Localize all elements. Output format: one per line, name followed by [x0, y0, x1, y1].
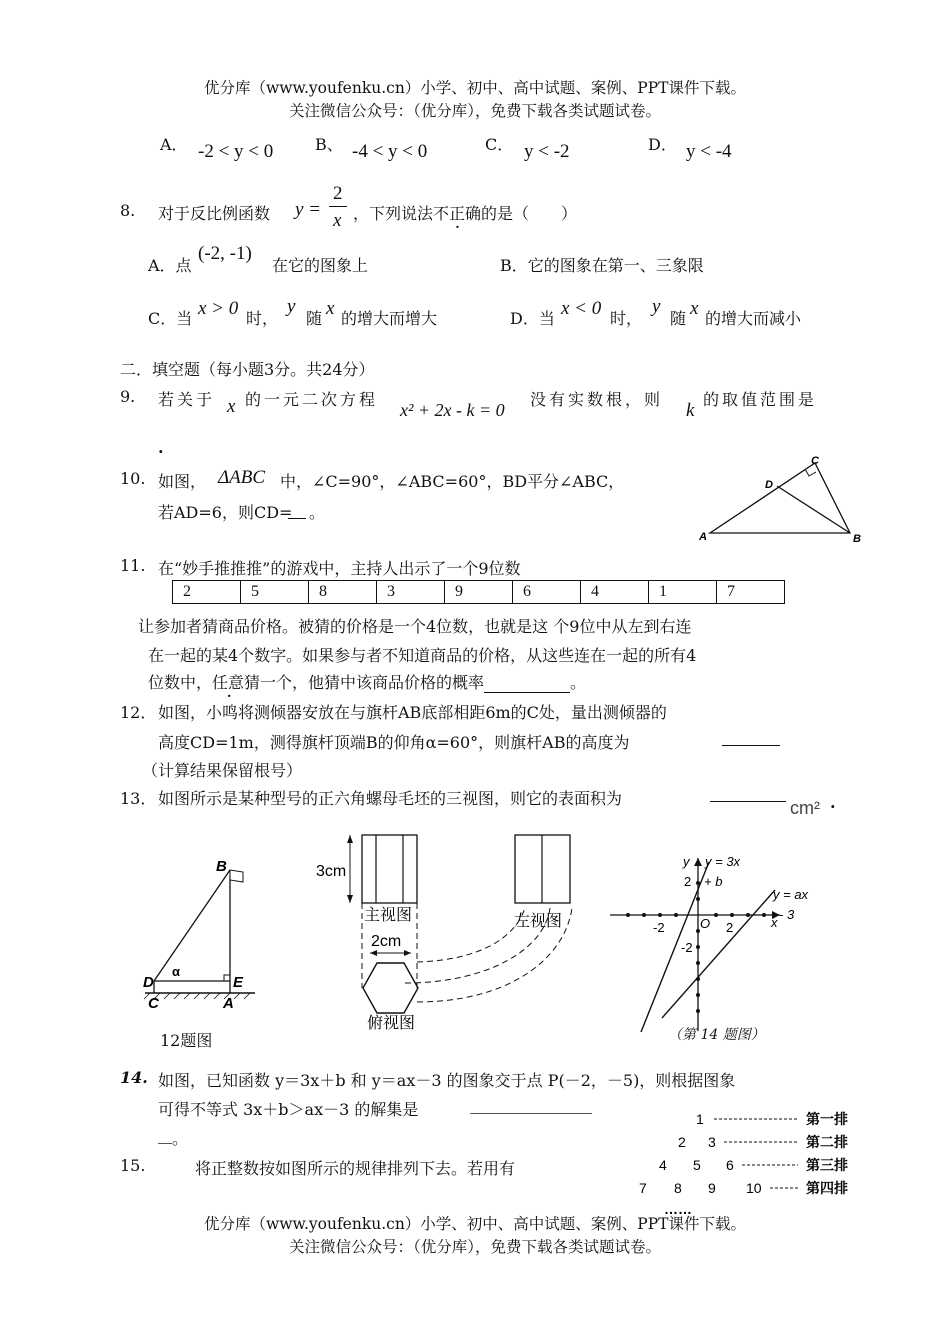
footer-line-2: 关注微信公众号：（优分库），免费下载各类试题试卷。 [288, 1238, 661, 1256]
q15-number-cell: 9 [708, 1180, 716, 1196]
q13-three-view-figure [310, 828, 600, 1038]
q9-equation: x² + 2x - k = 0 [400, 400, 505, 420]
q11-digit-row [173, 581, 785, 604]
q7-option-d-value: y < -4 [686, 141, 732, 162]
q10-label-b: B [853, 533, 861, 545]
q14-line1-label-b: + b [704, 874, 723, 889]
q15-number-cell: 5 [693, 1157, 701, 1173]
q15-number-cell: 4 [659, 1157, 667, 1173]
q10-label-c: C [811, 455, 819, 467]
q15-number-cell: 2 [678, 1134, 686, 1150]
q8-text-after-a: ，下列说法 [353, 204, 434, 223]
q10-label-d: D [765, 479, 773, 491]
q13-unit: cm² [790, 798, 820, 818]
q8-a-point: (-2, -1) [198, 243, 252, 264]
q9-text2: 的一元二次方程 [245, 390, 379, 409]
q8-c-prefix: C．当 [148, 309, 193, 328]
q9-text1: 若关于 [158, 390, 216, 409]
q7-option-c-value: y < -2 [524, 141, 570, 162]
q15-row-label: 第三排 [806, 1157, 848, 1173]
q13-height-label: 3cm [316, 863, 347, 880]
q12-line2: 高度CD=1m，测得旗杆顶端B的仰角α=60°，则旗杆AB的高度为 [158, 733, 630, 752]
q12-label-d: D [143, 974, 154, 991]
q8-d-y: y [652, 296, 661, 317]
q15-row-4 [639, 1180, 848, 1196]
q13-answer-blank [710, 783, 786, 802]
q7-option-a-value: -2 < y < 0 [198, 141, 274, 162]
q14-tick-xneg2: -2 [653, 920, 665, 935]
q13-unit-end: . [830, 793, 836, 812]
q11-text1: 在“妙手推推推”的游戏中，主持人出示了一个9位数 [158, 559, 521, 578]
digit-cell: 9 [445, 581, 513, 604]
q13-front-view-label: 主视图 [364, 907, 413, 924]
q8-d-x: x [690, 298, 699, 319]
q9-number: 9. [120, 387, 136, 406]
q12-flag [230, 870, 243, 882]
q13-number: 13． [120, 789, 157, 808]
header-line-1: 优分库（www.youfenku.cn）小学、初中、高中试题、案例、PPT课件下载。 [203, 79, 747, 97]
q9-var-k: k [686, 400, 695, 421]
q12-ground-hatch [144, 993, 250, 999]
digit-cell: 2 [173, 581, 241, 604]
q11-number: 11. [120, 556, 146, 575]
q8-c-suffix: 的增大而增大 [341, 309, 438, 328]
q9-var-x: x [227, 396, 236, 417]
q12-line3: （计算结果保留根号） [142, 761, 303, 780]
q15-number-cell: 6 [726, 1157, 734, 1173]
q11-line4-a: 位数中， [148, 673, 213, 692]
q12-label-b: B [216, 858, 227, 875]
q14-x-axis-label: x [771, 915, 778, 930]
q15-number: 15. [120, 1156, 146, 1175]
q11-answer-blank [484, 674, 570, 693]
q13-line1: 如图所示是某种型号的正六角螺母毛坯的三视图，则它的表面积为 [158, 789, 623, 808]
q14-line-ax-minus-3 [662, 890, 775, 1018]
q15-row-2 [678, 1134, 848, 1150]
q12-number: 12． [120, 703, 157, 722]
q12-sightline-db [154, 870, 230, 981]
q14-y-axis-label: y [683, 854, 690, 869]
q15-number-cell: 3 [708, 1134, 716, 1150]
q10-triangle-abc [710, 463, 850, 533]
q15-number-triangle [632, 1108, 862, 1218]
q14-line2-label-b: - 3 [779, 907, 795, 922]
q12-flagpole-figure [140, 850, 270, 1050]
footer-line-1: 优分库（www.youfenku.cn）小学、初中、高中试题、案例、PPT课件下载。 [203, 1215, 747, 1233]
q11-digit-table [172, 580, 785, 604]
q7-option-d-label: D． [648, 135, 677, 154]
q15-row-label: 第一排 [806, 1111, 848, 1127]
q9-text3: 没有实数根，则 [530, 390, 664, 409]
q8-a-suffix: 在它的图象上 [272, 256, 369, 275]
q12-line1: 如图，小鸣将测倾器安放在与旗杆AB底部相距6m的C处，量出测倾器的 [158, 703, 667, 722]
q14-origin-label: O [700, 916, 711, 931]
digit-cell: 4 [581, 581, 649, 604]
q8-text-after-b: 的是（ ） [481, 204, 578, 223]
q12-label-a: A [223, 995, 234, 1012]
digit-cell: 8 [309, 581, 377, 604]
q13-top-view-hexagon [363, 963, 418, 1013]
q8-c-x: x [326, 298, 335, 319]
q8-func-y: y = [295, 199, 322, 220]
q15-row-3 [659, 1157, 848, 1173]
q8-c-mid2: 随 [306, 309, 323, 328]
q8-d-mid2: 随 [670, 309, 687, 328]
digit-cell: 6 [513, 581, 581, 604]
q10-triangle-figure [695, 448, 870, 548]
q15-number-cell: 10 [746, 1180, 762, 1196]
q14-answer-blank [470, 1113, 592, 1114]
q11-line4-emph: 任意 [212, 673, 245, 692]
q8-text-emph: 不正确 [433, 204, 482, 223]
q10-answer-blank [288, 500, 306, 519]
q13-top-view-label: 俯视图 [367, 1015, 416, 1032]
q15-row-label: 第四排 [806, 1180, 848, 1196]
q12-answer-blank [722, 727, 780, 746]
q15-number-cell: 1 [696, 1111, 704, 1127]
q8-number: 8. [120, 201, 136, 220]
q12-label-alpha: α [172, 964, 180, 979]
q11-line2: 让参加者猜商品价格。被猜的价格是一个4位数，也就是这 个9位中从左到右连 [138, 617, 692, 636]
section-2-title: 二．填空题（每小题3分。共24分） [120, 360, 375, 379]
q14-tick-pos2: 2 [684, 874, 692, 889]
q7-option-b-label: B、 [315, 135, 343, 154]
digit-cell: 7 [717, 581, 785, 604]
digit-cell: 5 [241, 581, 309, 604]
q10-line2-end: 。 [309, 503, 326, 522]
q13-left-view-label: 左视图 [514, 913, 563, 930]
q8-a-prefix: A．点 [148, 256, 192, 275]
q15-row-1 [696, 1111, 848, 1127]
q11-line4-b: 猜一个，他猜中该商品价格的概率 [244, 673, 485, 692]
digit-cell: 3 [377, 581, 445, 604]
q8-d-mid1: 时， [610, 309, 643, 328]
q10-number: 10. [120, 469, 146, 488]
q14-line2: 可得不等式 3x＋b＞ax－3 的解集是 [158, 1100, 419, 1119]
q15-row-label: 第二排 [806, 1134, 848, 1150]
q12-label-c: C [148, 995, 159, 1012]
q10-label-a: A [699, 531, 707, 543]
q14-tick-x2: 2 [726, 920, 734, 935]
q10-line2: 若AD=6，则CD= [158, 503, 293, 522]
q8-d-prefix: D．当 [510, 309, 555, 328]
q8-text-before: 对于反比例函数 [158, 204, 271, 223]
q11-line3: 在一起的某4个数字。如果参与者不知道商品的价格，从这些连在一起的所有4 [148, 646, 697, 665]
q12-right-angle-mark [224, 975, 230, 981]
q7-option-b-value: -4 < y < 0 [352, 141, 428, 162]
q12-figure-caption: 12题图 [160, 1031, 213, 1050]
q8-frac-bar [329, 206, 347, 207]
q14-line1-label: y = 3x [705, 854, 741, 869]
q10-text2: 中，∠C=90°，∠ABC=60°，BD平分∠ABC， [280, 472, 625, 491]
q14-line3-end: 。 [172, 1129, 189, 1148]
q14-line2-label: y = ax [773, 887, 809, 902]
q8-option-b: B．它的图象在第一、三象限 [500, 256, 704, 275]
q15-text: 将正整数按如图所示的规律排列下去。若用有 [195, 1159, 516, 1178]
q15-number-cell: 7 [639, 1180, 647, 1196]
q8-c-cond: x > 0 [198, 298, 239, 319]
q8-d-suffix: 的增大而减小 [705, 309, 802, 328]
q14-figure-caption: （第 14 题图） [668, 1027, 765, 1043]
header-line-2: 关注微信公众号：（优分库），免费下载各类试题试卷。 [288, 102, 661, 120]
q7-option-c-label: C． [485, 135, 514, 154]
q13-width-label: 2cm [371, 933, 402, 950]
q15-ellipsis: …… [664, 1201, 692, 1217]
digit-cell: 1 [649, 581, 717, 604]
q14-answer-blank-cont [158, 1127, 172, 1144]
q10-triangle: ΔABC [218, 467, 266, 488]
q9-text4: 的取值范围是 [703, 390, 818, 409]
q8-c-y: y [287, 296, 296, 317]
q11-line4-end: 。 [570, 673, 587, 692]
q9-end: . [158, 438, 164, 457]
q10-text1: 如图， [158, 472, 207, 491]
q8-frac-den: x [333, 210, 342, 231]
q10-bisector-bd [777, 486, 850, 533]
q14-line1: 如图，已知函数 y＝3x＋b 和 y＝ax－3 的图象交于点 P(－2，－5)，则根据图象 [158, 1071, 736, 1090]
q12-label-e: E [233, 974, 244, 991]
q14-tick-neg2: -2 [681, 940, 693, 955]
q8-frac-num: 2 [333, 183, 343, 204]
q8-d-cond: x < 0 [561, 298, 602, 319]
q15-number-cell: 8 [674, 1180, 682, 1196]
q13-front-view [362, 835, 417, 903]
q14-axis-ticks [626, 881, 766, 1013]
q7-option-a-label: A． [160, 135, 188, 154]
q14-number: 14. [120, 1068, 148, 1087]
q10-right-angle-mark [805, 469, 816, 476]
q8-c-mid1: 时， [246, 309, 279, 328]
